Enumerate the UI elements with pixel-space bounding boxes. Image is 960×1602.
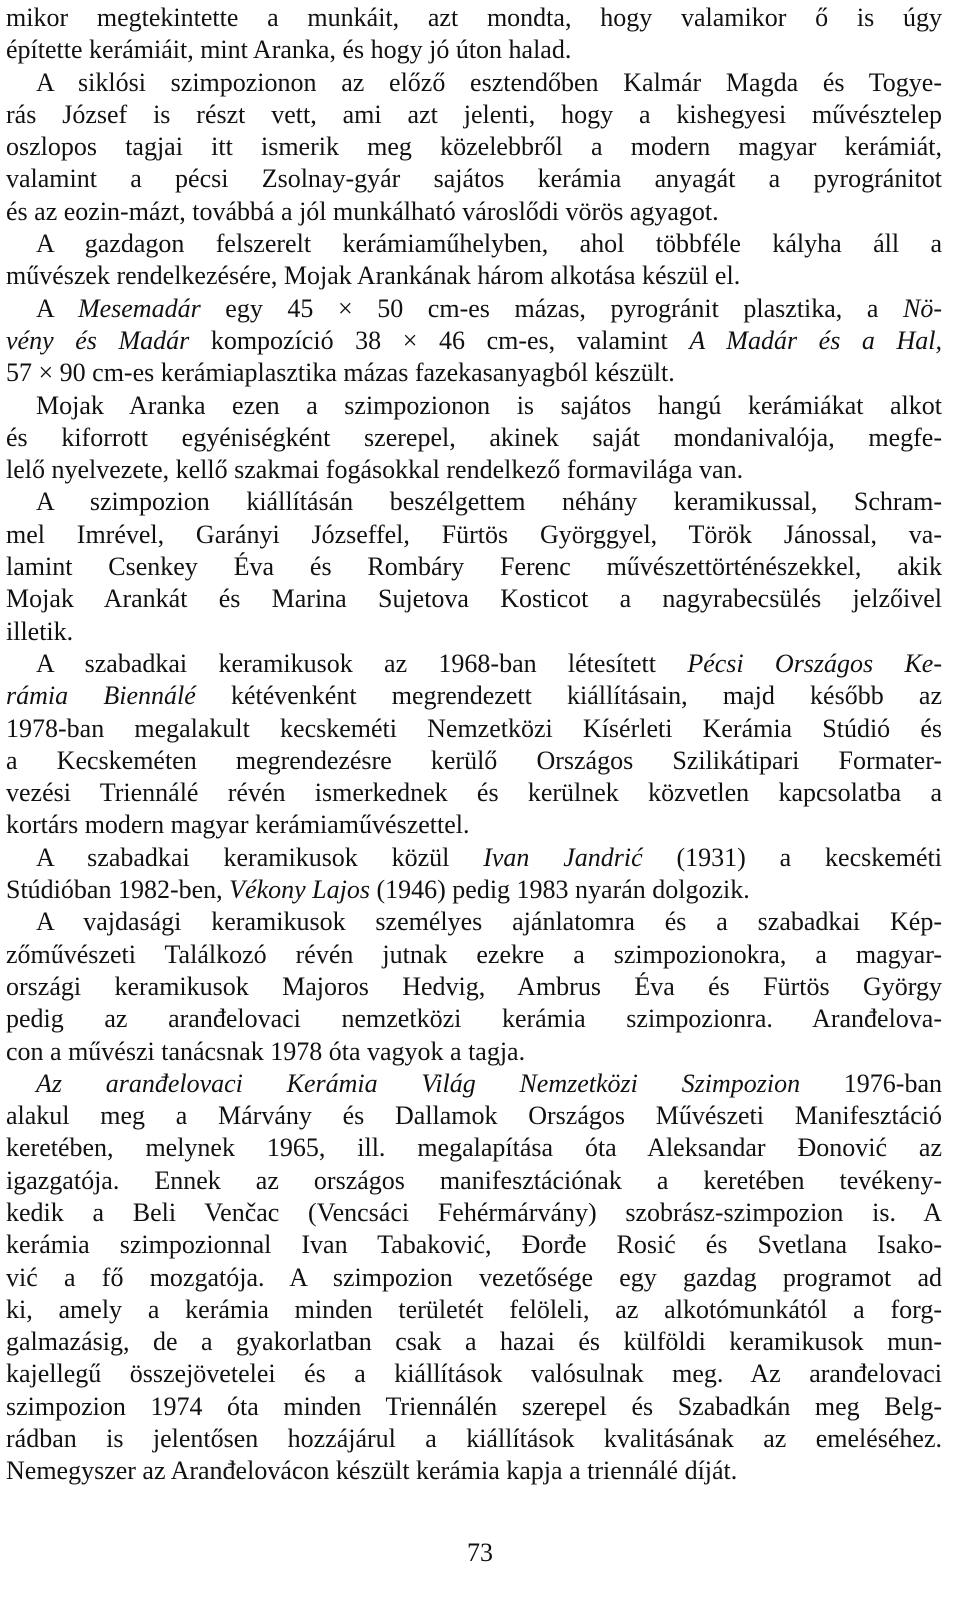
italic-title: Nö- bbox=[903, 293, 943, 323]
text-line bbox=[6, 1455, 942, 1487]
text-segment: és az eozin-mázt, továbbá a jól munkálható városlődi vörös agyagot. bbox=[6, 196, 719, 226]
text-line bbox=[6, 1358, 942, 1390]
text-segment: kompozíció 38 × 46 cm-es, valamint bbox=[189, 325, 690, 355]
text-line bbox=[6, 1068, 942, 1100]
text-line bbox=[6, 519, 942, 551]
text-segment: A vajdasági keramikusok személyes ajánlatomra és a szabadkai Kép- bbox=[36, 907, 942, 937]
text-segment: zőművészeti Találkozó révén jutnak ezekre a szimpozionokra, a magyar- bbox=[6, 939, 942, 969]
text-segment: Stúdióban 1982-ben, bbox=[6, 875, 230, 905]
text-segment: és kiforrott egyéniségként szerepel, akinek saját mondanivalója, megfe- bbox=[6, 422, 942, 452]
text-segment: A bbox=[36, 293, 78, 323]
text-segment: con a művészi tanácsnak 1978 óta vagyok a tagja. bbox=[6, 1036, 526, 1066]
text-line bbox=[6, 357, 942, 389]
text-segment: A siklósi szimpozionon az előző esztendőben Kalmár Magda és Togye- bbox=[36, 67, 942, 97]
text-line bbox=[6, 1197, 942, 1229]
text-line bbox=[6, 777, 942, 809]
text-line bbox=[6, 293, 942, 325]
text-segment: lamint Csenkey Éva és Rombáry Ferenc művészettörténészekkel, akik bbox=[6, 552, 942, 582]
text-line bbox=[6, 1423, 942, 1455]
text-line bbox=[6, 1326, 942, 1358]
text-line bbox=[6, 1132, 942, 1164]
text-segment: A gazdagon felszerelt kerámiaműhelyben, ahol többféle kályha áll a bbox=[36, 229, 942, 259]
italic-title: Az aranđelovaci Kerámia Világ Nemzetközi Szimpozion bbox=[36, 1068, 801, 1098]
text-segment: kedik a Beli Venčac (Vencsáci Fehérmárvány) szobrász-szimpozion is. A bbox=[6, 1197, 942, 1227]
text-segment: vezési Triennálé révén ismerkednek és kerülnek közvetlen kapcsolatba a bbox=[6, 778, 942, 808]
italic-title: Vékony Lajos bbox=[229, 875, 370, 905]
text-segment: Mojak Aranka ezen a szimpozionon is sajátos hangú kerámiákat alkot bbox=[36, 390, 942, 420]
text-line bbox=[6, 1262, 942, 1294]
text-line bbox=[6, 99, 942, 131]
text-line bbox=[6, 939, 942, 971]
text-line bbox=[6, 1391, 942, 1423]
text-segment: egy 45 × 50 cm-es mázas, pyrogránit plasztika, a bbox=[200, 293, 904, 323]
text-line bbox=[6, 713, 942, 745]
text-segment: kajellegű összejövetelei és a kiállítások valósulnak meg. Az aranđelovaci bbox=[6, 1359, 942, 1389]
italic-title: A Madár és a Hal, bbox=[689, 325, 943, 355]
text-line bbox=[6, 67, 942, 99]
text-line bbox=[6, 454, 942, 486]
text-line bbox=[6, 34, 942, 66]
text-segment: Nemegyszer az Aranđelovácon készült kerámia kapja a triennálé díját. bbox=[6, 1456, 738, 1486]
italic-title: rámia Biennálé bbox=[6, 681, 196, 711]
text-segment: illetik. bbox=[6, 616, 74, 646]
text-segment: (1946) pedig 1983 nyarán dolgozik. bbox=[369, 875, 750, 905]
text-segment: A szimpozion kiállításán beszélgettem néhány keramikussal, Schram- bbox=[36, 487, 942, 517]
text-segment: valamint a pécsi Zsolnay-gyár sajátos kerámia anyagát a pyrogránitot bbox=[6, 164, 942, 194]
text-segment: 1978-ban megalakult kecskeméti Nemzetközi Kísérleti Kerámia Stúdió és bbox=[6, 713, 942, 743]
text-segment: galmazásig, de a gyakorlatban csak a hazai és külföldi keramikusok mun- bbox=[6, 1327, 942, 1357]
text-line bbox=[6, 583, 942, 615]
text-line bbox=[6, 260, 942, 292]
page-number: 73 bbox=[467, 1538, 493, 1567]
text-segment: oszlopos tagjai itt ismerik meg közelebbről a modern magyar kerámiát, bbox=[6, 132, 942, 162]
text-segment: keretében, melynek 1965, ill. megalapítása óta Aleksandar Đonović az bbox=[6, 1133, 942, 1163]
text-segment: mikor megtekintette a munkáit, azt mondta, hogy valamikor ő is úgy bbox=[6, 3, 942, 32]
italic-title: Ivan Jandrić bbox=[483, 842, 643, 872]
page-body bbox=[6, 2, 942, 1488]
text-segment: (1931) a kecskeméti bbox=[642, 842, 942, 872]
text-line bbox=[6, 971, 942, 1003]
text-segment: 57 × 90 cm-es kerámiaplasztika mázas fazekasanyagból készült. bbox=[6, 358, 675, 388]
text-segment: pedig az aranđelovaci nemzetközi kerámia szimpozionra. Aranđelova- bbox=[6, 1004, 942, 1034]
text-segment: rás József is részt vett, ami azt jelenti, hogy a kishegyesi művésztelep bbox=[6, 99, 942, 129]
text-segment: a Kecskeméten megrendezésre kerülő Országos Szilikátipari Formater- bbox=[6, 745, 942, 775]
text-segment: építette kerámiáit, mint Aranka, és hogy jó úton halad. bbox=[6, 35, 572, 65]
text-line bbox=[6, 551, 942, 583]
text-segment: mel Imrével, Garányi Józseffel, Fürtös Györggyel, Török Jánossal, va- bbox=[6, 519, 942, 549]
text-segment: A szabadkai keramikusok közül bbox=[36, 842, 484, 872]
text-line bbox=[6, 228, 942, 260]
text-segment: alakul meg a Márvány és Dallamok Országos Művészeti Manifesztáció bbox=[6, 1101, 942, 1131]
text-segment: országi keramikusok Majoros Hedvig, Ambrus Éva és Fürtös György bbox=[6, 971, 942, 1001]
text-line bbox=[6, 1003, 942, 1035]
text-line bbox=[6, 196, 942, 228]
text-segment: Mojak Arankát és Marina Sujetova Kosticot a nagyrabecsülés jelzőivel bbox=[6, 584, 942, 614]
text-line bbox=[6, 1036, 942, 1068]
text-line bbox=[6, 842, 942, 874]
text-line bbox=[6, 1229, 942, 1261]
text-line bbox=[6, 2, 942, 34]
text-line bbox=[6, 874, 942, 906]
text-line bbox=[6, 1165, 942, 1197]
text-line bbox=[6, 486, 942, 518]
text-line bbox=[6, 131, 942, 163]
text-segment: vić a fő mozgatója. A szimpozion vezetősége egy gazdag programot ad bbox=[6, 1262, 942, 1292]
italic-title: Mesemadár bbox=[77, 293, 201, 323]
text-segment: kerámia szimpozionnal Ivan Tabaković, Đorđe Rosić és Svetlana Isako- bbox=[6, 1230, 942, 1260]
text-segment: rádban is jelentősen hozzájárul a kiállítások kvalitásának az emeléséhez. bbox=[6, 1424, 942, 1454]
text-line bbox=[6, 1100, 942, 1132]
text-line bbox=[6, 1294, 942, 1326]
text-line bbox=[6, 906, 942, 938]
text-line bbox=[6, 325, 942, 357]
italic-title: Pécsi Országos Ke- bbox=[687, 648, 943, 678]
text-line bbox=[6, 422, 942, 454]
text-segment: 1976-ban bbox=[800, 1068, 942, 1098]
text-line bbox=[6, 616, 942, 648]
text-line bbox=[6, 390, 942, 422]
text-line bbox=[6, 163, 942, 195]
text-segment: ki, amely a kerámia minden területét felöleli, az alkotómunkától a forg- bbox=[6, 1294, 942, 1324]
text-segment: kortárs modern magyar kerámiaművészettel. bbox=[6, 810, 470, 840]
text-line bbox=[6, 809, 942, 841]
text-segment: művészek rendelkezésére, Mojak Arankának három alkotása készül el. bbox=[6, 261, 741, 291]
text-segment: A szabadkai keramikusok az 1968-ban létesített bbox=[36, 648, 688, 678]
text-segment: igazgatója. Ennek az országos manifesztációnak a keretében tevékeny- bbox=[6, 1165, 942, 1195]
text-segment: kétévenként megrendezett kiállításain, majd később az bbox=[195, 681, 942, 711]
text-segment: szimpozion 1974 óta minden Triennálén szerepel és Szabadkán meg Belg- bbox=[6, 1391, 942, 1421]
italic-title: vény és Madár bbox=[6, 325, 190, 355]
text-segment: lelő nyelvezete, kellő szakmai fogásokkal rendelkező formavilága van. bbox=[6, 455, 744, 485]
text-line bbox=[6, 680, 942, 712]
text-line bbox=[6, 745, 942, 777]
text-line bbox=[6, 648, 942, 680]
